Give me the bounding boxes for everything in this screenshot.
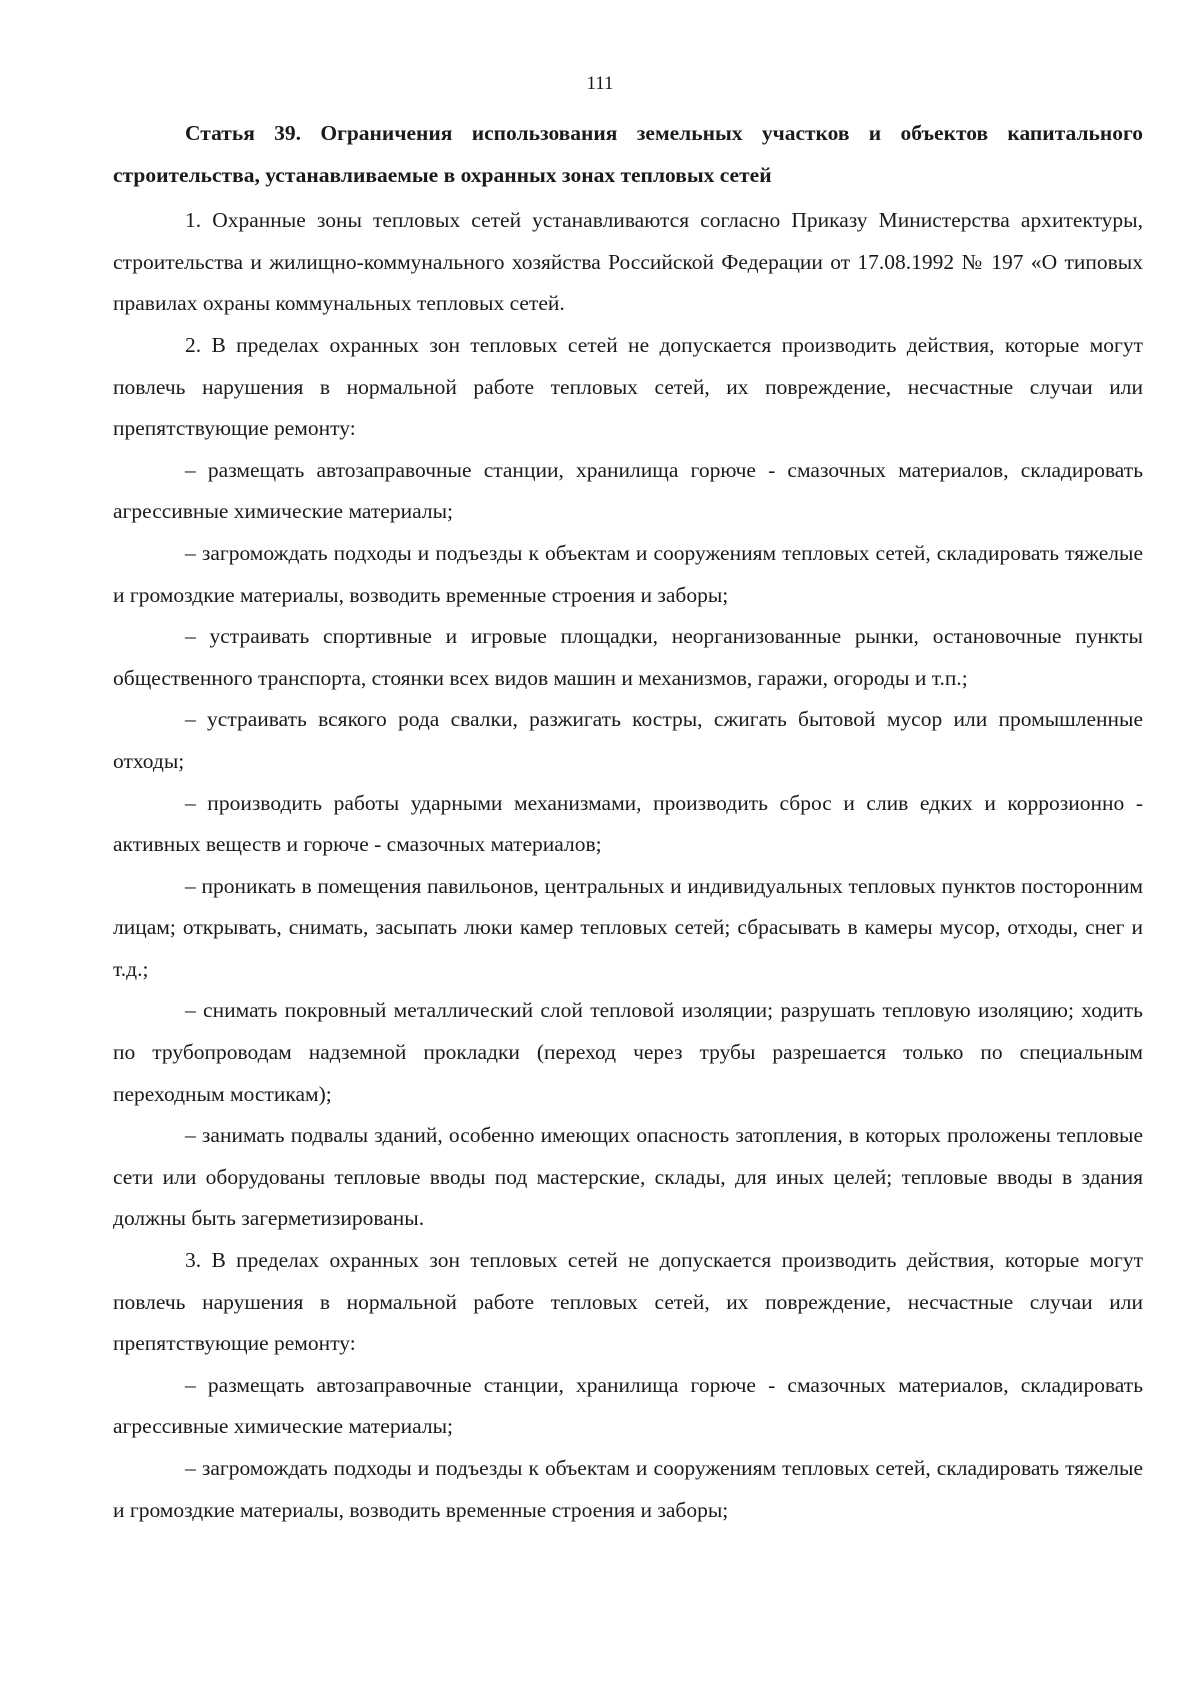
list-item: – загромождать подходы и подъезды к объектам и сооружениям тепловых сетей, складировать тяжелые и громоздкие материалы, возводить временные строения и заборы; xyxy=(113,540,1143,607)
paragraph-item-3: 3. В пределах охранных зон тепловых сетей не допускается производить действия, которые могут повлечь нарушения в нормальной работе тепловых сетей, их повреждение, несчастные случаи или препятствующие ремонту: xyxy=(113,1248,1143,1356)
list-item: – загромождать подходы и подъезды к объектам и сооружениям тепловых сетей, складировать тяжелые и громоздкие материалы, возводить временные строения и заборы; xyxy=(113,1456,1143,1522)
paragraph-item-2: 2. В пределах охранных зон тепловых сетей не допускается производить действия, которые могут повлечь нарушения в нормальной работе тепловых сетей, их повреждение, несчастные случаи или препятствующие ремонту: xyxy=(113,332,1143,441)
list-item: – устраивать спортивные и игровые площадки, неорганизованные рынки, остановочные пункты общественного транспорта, стоянки всех видов машин и механизмов, гаражи, огороды и т.п.; xyxy=(113,624,1143,690)
list-item: – проникать в помещения павильонов, центральных и индивидуальных тепловых пунктов посторонним лицам; открывать, снимать, засыпать люки камер тепловых сетей; сбрасывать в камеры мусор, отходы, снег и т.д.; xyxy=(113,873,1143,981)
list-item: – занимать подвалы зданий, особенно имеющих опасность затопления, в которых проложены тепловые сети или оборудованы тепловые вводы под мастерские, склады, для иных целей; тепловые вводы в здания должны быть загерметизированы. xyxy=(113,1123,1143,1231)
document-body xyxy=(113,113,1143,1531)
article-heading: Статья 39. Ограничения использования земельных участков и объектов капитального строительства, устанавливаемые в охранных зонах тепловых сетей xyxy=(113,121,1143,187)
list-item: – размещать автозаправочные станции, хранилища горюче - смазочных материалов, складировать агрессивные химические материалы; xyxy=(113,1372,1143,1439)
list-item: – размещать автозаправочные станции, хранилища горюче - смазочных материалов, складировать агрессивные химические материалы; xyxy=(113,457,1143,524)
list-item: – снимать покровный металлический слой тепловой изоляции; разрушать тепловую изоляцию; ходить по трубопроводам надземной прокладки (переход через трубы разрешается только по специальным переходным мостикам); xyxy=(113,998,1143,1106)
list-item: – устраивать всякого рода свалки, разжигать костры, сжигать бытовой мусор или промышленные отходы; xyxy=(113,707,1143,773)
paragraph-item-1: 1. Охранные зоны тепловых сетей устанавливаются согласно Приказу Министерства архитектуры, строительства и жилищно-коммунального хозяйства Российской Федерации от 17.08.1992 № 197 «О типовых правилах охраны коммунальных тепловых сетей. xyxy=(113,208,1143,316)
list-item: – производить работы ударными механизмами, производить сброс и слив едких и коррозионно - активных веществ и горюче - смазочных материалов; xyxy=(113,790,1143,857)
page-number: 111 xyxy=(586,73,614,94)
